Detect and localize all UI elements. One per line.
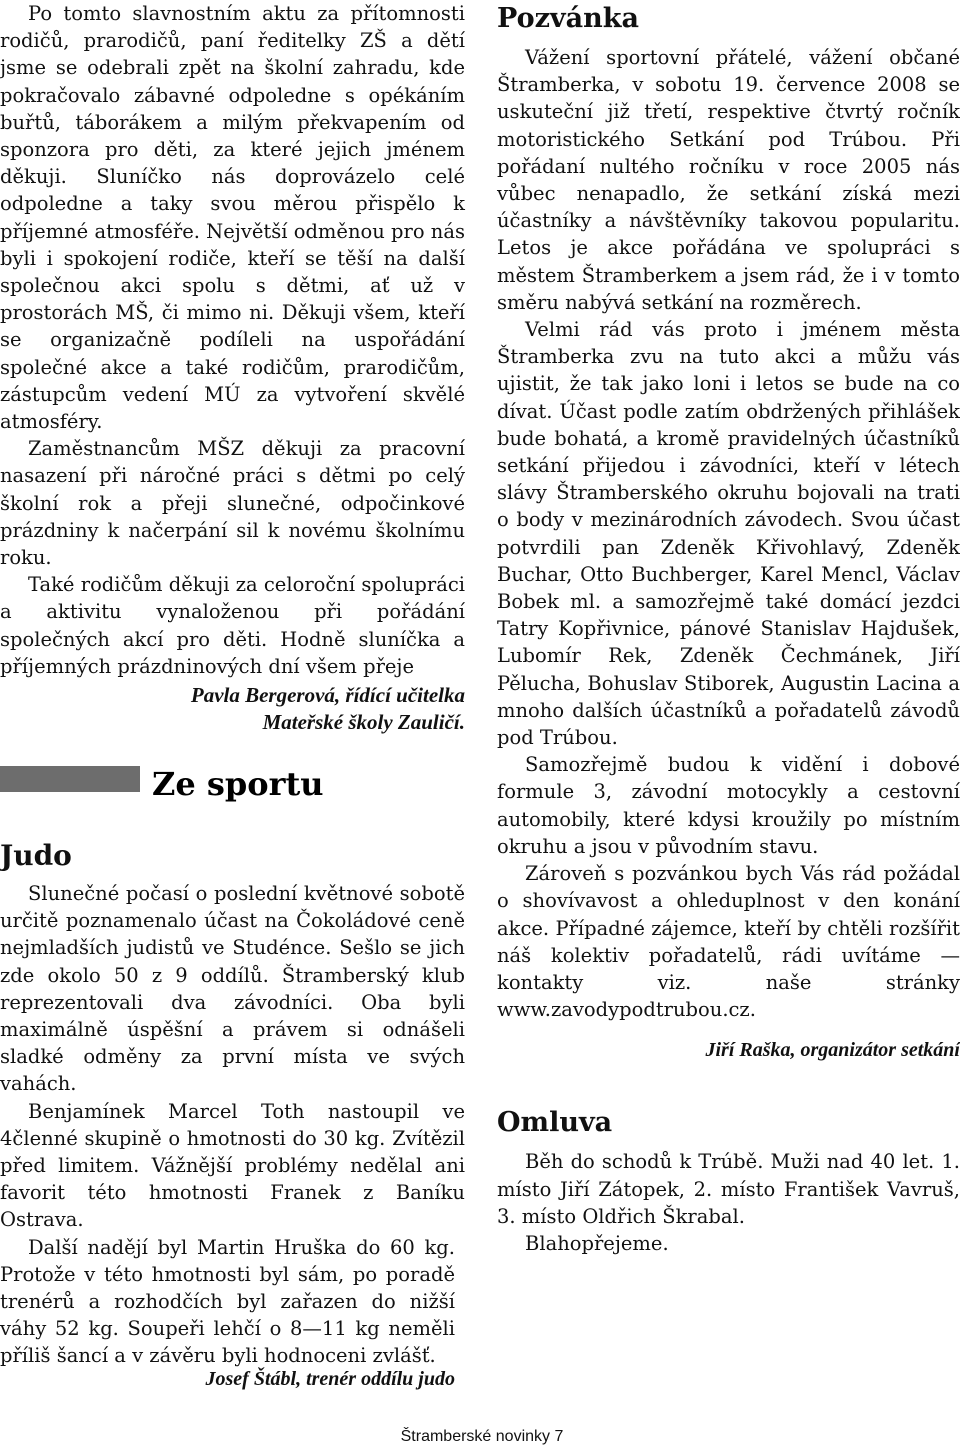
article-paragraph: Velmi rád vás proto i jménem města Štramberka zvu na tuto akci a můžu vás ujistit, že tak jako loni i letos se bude na co dívat. Účast podle zatím obdržených přihlášek bude bohatá, a kromě pravidelných účastníků setkání přijedou i závodníci, kteří v létech slávy Štramberského okruhu bojovali na trati o body v mezinárodních závodech. Svou účast potvrdili pan Zdeněk Křivohlavý, Zdeněk Buchar, Otto Buchberger, Karel Mencl, Václav Bobek ml. a samozřejmě také domácí jezdci Tatry Kopřivnice, pánové Stanislav Hajdušek, Lubomír Rek, Zdeněk Čechmánek, Jiří Pělucha, Bohuslav Stiborek, Augustin Lacina a mnoho dalších účastníků a pořadatelů závodů pod Trúbou. [497,318,960,750]
invite-heading: Pozvánka [497,3,639,34]
article-paragraph: Také rodičům děkuji za celoroční spolupráci a aktivitu vynaloženou při pořádání společných akcí pro děti. Hodně sluníčka a příjemných prázdninových dní všem přeje [0,573,465,678]
article-paragraph: Běh do schodů k Trúbě. Muži nad 40 let. 1. místo Jiří Zátopek, 2. místo František Vavruš, 3. místo Oldřich Škrabal. [497,1150,960,1228]
right-column [497,0,960,1257]
page-footer: Štramberské novinky 7 [400,1428,564,1445]
article-paragraph: Zaměstnancům MŠZ děkuji za pracovní nasazení při náročné práci s dětmi po celý školní rok a přeji slunečné, odpočinkové prázdniny k načerpání sil k novému školnímu roku. [0,437,465,570]
article-paragraph: Zároveň s pozvánkou bych Vás rád požádal o shovívavost a ohleduplnost v den konání akce. Případné zájemce, kteří by chtěli rozšířit náš kolektiv pořadatelů, rádi uvítáme — kontakty viz. naše stránky www.zavodypodtrubou.cz. [497,862,960,1022]
signature: Pavla Bergerová, řídící učitelka [190,683,465,708]
section-title: Ze sportu [152,765,324,803]
article-paragraph: Benjamínek Marcel Toth nastoupil ve 4členné skupině o hmotnosti do 30 kg. Zvítězil před limitem. Vážnější problémy nedělal ani favorit této hmotnosti Franek z Baníku Ostrava. [0,1099,465,1232]
article-paragraph: Samozřejmě budou k vidění i dobové formule 3, závodní motocykly a cestovní automobily, které kdysi kroužily po místním okruhu a jsou v původním stavu. [497,753,960,858]
article-paragraph: Blahopřejeme. [525,1231,669,1255]
judo-heading: Judo [0,839,72,872]
signature-affiliation: Mateřské školy Zauličí. [262,710,465,735]
article-paragraph: Další nadějí byl Martin Hruška do 60 kg. Protože v této hmotnosti byl sám, po poradě trenérů a rozhodčích byl zařazen do nižší váhy 52 kg. Soupeři lehčí o 8—11 kg neměli příliš šancí a v závěru byli hodnoceni zvlášť. [0,1235,455,1368]
article-paragraph: Vážení sportovní přátelé, vážení občané Štramberka, v sobotu 19. července 2008 se uskuteční již třetí, respektive čtvrtý ročník motoristického Setkání pod Trúbou. Při pořádaní nultého ročníku v roce 2005 nás vůbec nenapadlo, že setkání získá mezi účastníky a návštěvníky takovou popularitu. Letos je akce pořádána ve spolupráci s městem Štramberkem a jsem rád, že i v tomto směru nabývá setkání na rozměrech. [497,46,960,314]
article-paragraph: Po tomto slavnostním aktu za přítomnosti rodičů, prarodičů, paní ředitelky ZŠ a dětí jsme se odebrali zpět na školní zahradu, kde pokračovalo zábavné odpoledne s opékáním buřtů, táborákem a milým překvapením od sponzora pro děti, za které jejich jménem děkuji. Sluníčko nás doprovázelo celé odpoledne a taky svou měrou přispělo k příjemné atmosféře. Největší odměnou pro nás byli i spokojení rodiče, kteří se těší na další společnou akci spolu s dětmi, ať už v prostorách MŠ, či mimo ni. Děkuji všem, kteří se organizačně podíleli na uspořádání společné akce a také rodičům, prarodičům, zástupcům vedení MÚ za vytvoření skvělé atmosféry. [0,2,465,434]
article-paragraph: Slunečné počasí o poslední květnové sobotě určitě poznamenalo účast na Čokoládové ceně nejmladších judistů ve Studénce. Sešlo se jich zde okolo 50 z 9 oddílů. Štramberský klub reprezentovali dva závodníci. Oba byli maximálně úspěšní a právem si odnášeli sladké odměny za první místa ve svých vahách. [0,882,465,1096]
signature: Jiří Raška, organizátor setkání [705,1039,960,1062]
apology-heading: Omluva [497,1107,613,1139]
section-band [0,766,140,792]
judo-article [0,838,465,1393]
signature: Josef Štábl, trenér oddílu judo [205,1367,455,1390]
kindergarten-article [0,0,465,736]
